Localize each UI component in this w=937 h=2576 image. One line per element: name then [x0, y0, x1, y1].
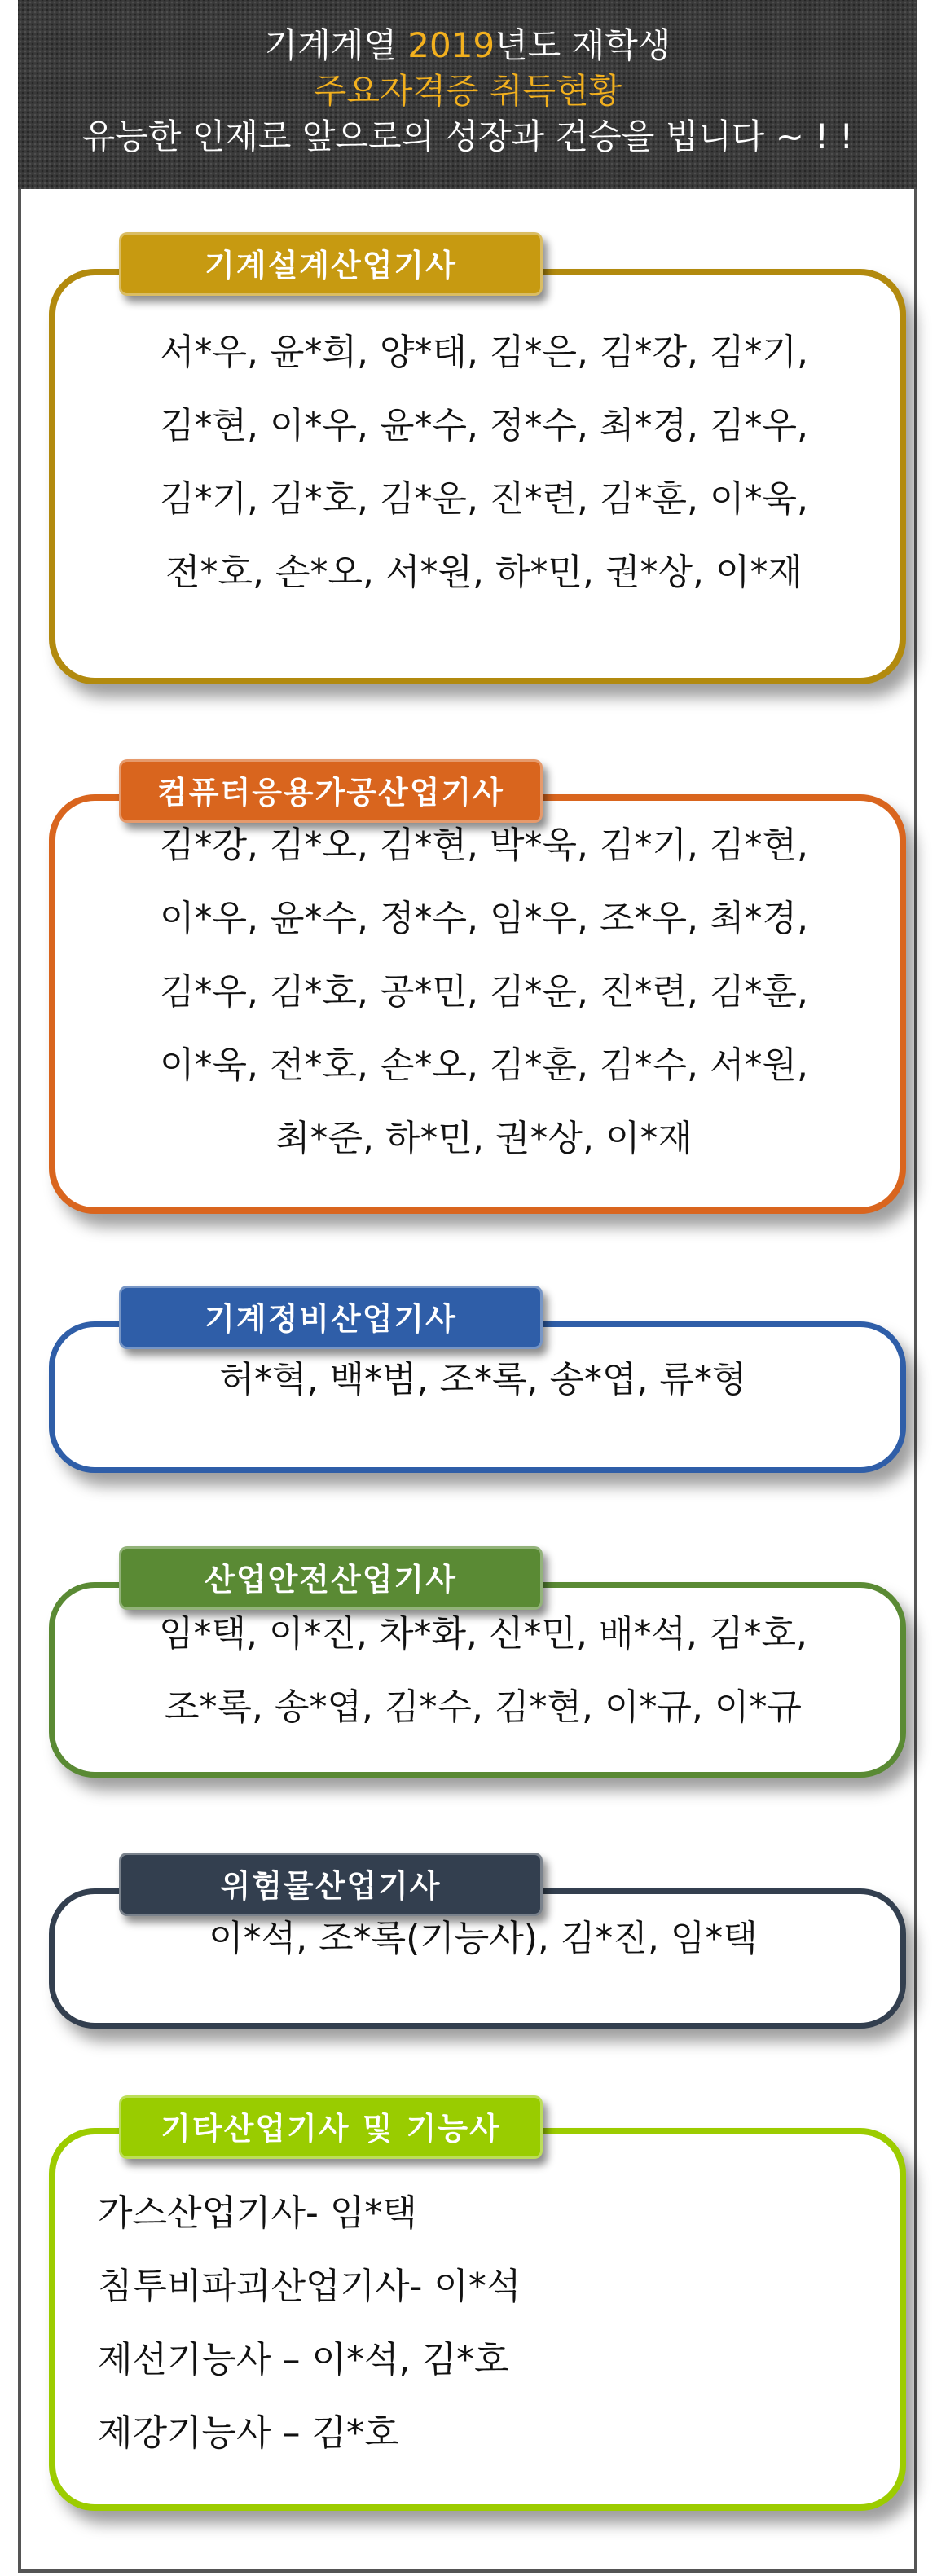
names-line: 제선기능사 – 이*석, 김*호: [98, 2339, 509, 2380]
names-line: 허*혁, 백*범, 조*록, 송*엽, 류*형: [219, 1359, 747, 1400]
header-title-prefix: 기계계열: [264, 25, 408, 65]
names-list: [55, 809, 913, 1176]
names-line: 김*우, 김*호, 공*민, 김*운, 진*련, 김*훈,: [160, 971, 808, 1013]
names-line: 전*호, 손*오, 서*원, 하*민, 권*상, 이*재: [165, 552, 803, 593]
names-line: 이*욱, 전*호, 손*오, 김*훈, 김*수, 서*원,: [160, 1044, 808, 1086]
names-line: 조*록, 송*엽, 김*수, 김*현, 이*규, 이*규: [165, 1686, 802, 1728]
names-list: [55, 316, 913, 609]
names-box: [49, 794, 906, 1214]
names-line: 최*준, 하*민, 권*상, 이*재: [275, 1118, 693, 1159]
names-line: 침투비파괴산업기사- 이*석: [98, 2266, 521, 2307]
names-box: [49, 2128, 906, 2511]
names-list: [98, 2177, 521, 2470]
names-box: [49, 269, 906, 684]
names-line: 이*석, 조*록(기능사), 김*진, 임*택: [209, 1918, 758, 1959]
header-line-1: [18, 23, 917, 68]
page-header: [18, 0, 917, 189]
header-title-suffix: 년도 재학생: [495, 25, 671, 65]
names-line: 김*강, 김*오, 김*현, 박*욱, 김*기, 김*현,: [160, 824, 808, 866]
section-title-tab: 기타산업기사 및 기능사: [119, 2095, 543, 2159]
names-line: 이*우, 윤*수, 정*수, 임*우, 조*우, 최*경,: [160, 898, 808, 939]
section-title-tab: 위험물산업기사: [119, 1853, 543, 1916]
section-title-tab: 기계정비산업기사: [119, 1286, 543, 1349]
names-box: [49, 1582, 906, 1778]
names-line: 임*택, 이*진, 차*화, 신*민, 배*석, 김*호,: [159, 1613, 807, 1655]
names-line: 서*우, 윤*희, 양*태, 김*은, 김*강, 김*기,: [160, 332, 808, 373]
header-subtitle: 주요자격증 취득현황: [313, 71, 622, 111]
header-message: 유능한 인재로 앞으로의 성장과 건승을 빕니다 ~ ! !: [81, 116, 854, 156]
names-line: 김*기, 김*호, 김*운, 진*련, 김*훈, 이*욱,: [160, 478, 808, 520]
section-title-tab: 기계설계산업기사: [119, 232, 543, 296]
header-year: 2019: [407, 25, 495, 65]
names-line: 제강기능사 – 김*호: [98, 2412, 399, 2454]
names-line: 김*현, 이*우, 윤*수, 정*수, 최*경, 김*우,: [160, 405, 808, 446]
section-title-tab: 컴퓨터응용가공산업기사: [119, 759, 543, 823]
names-list: [55, 1343, 912, 1417]
names-list: [55, 1598, 912, 1744]
section-title-tab: 산업안전산업기사: [119, 1546, 543, 1610]
names-line: 가스산업기사- 임*택: [98, 2192, 417, 2234]
